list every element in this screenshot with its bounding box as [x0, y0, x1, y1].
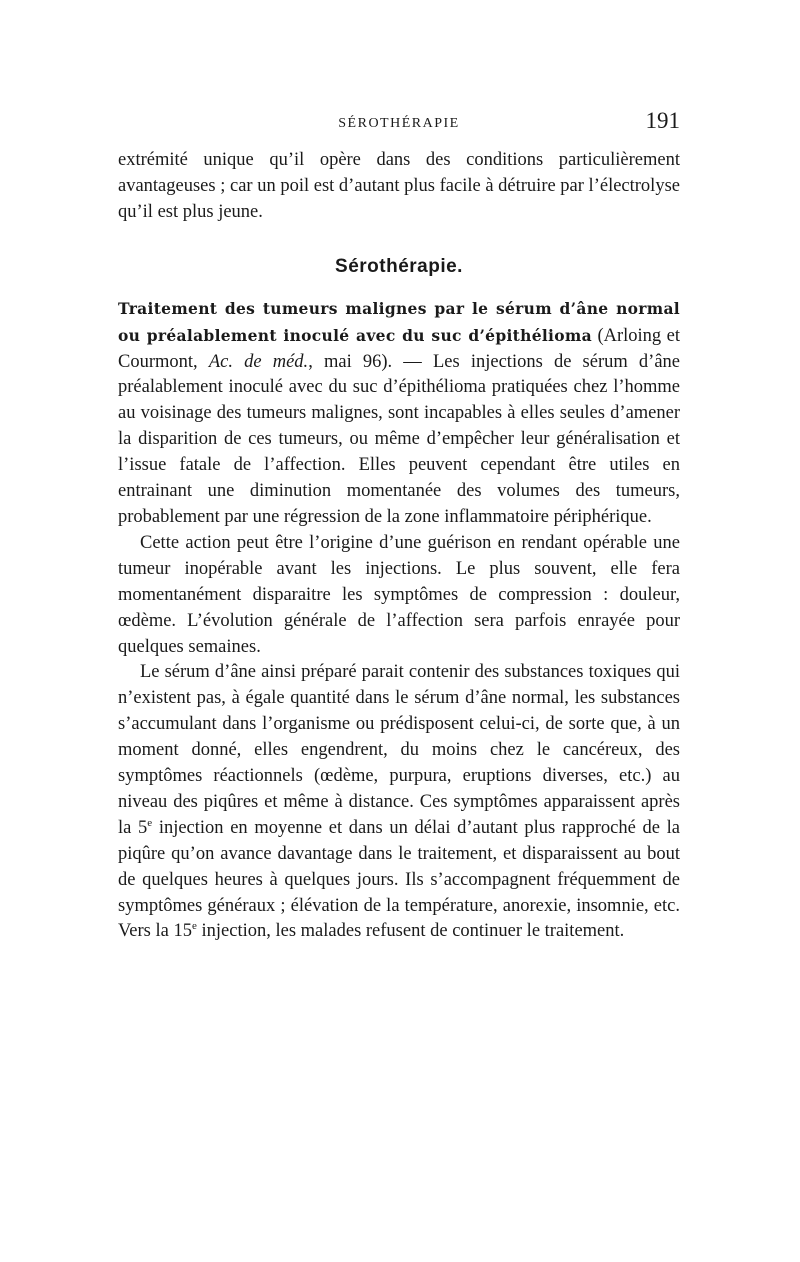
intro-paragraph: extrémité unique qu’il opère dans des conditions particulièrement avantageuses ; car un poil est d’autant plus facile à détruire par l’électrolyse qu’il est plus jeune.: [118, 150, 680, 222]
paragraph-3-part-a: Le sérum d’âne ainsi préparé parait contenir des substances toxiques qui n’existent pas, à égale quantité dans le sérum d’âne normal, les substances s’accumulant dans l’organisme ou prédisposent celui-ci, de sorte que, à un moment donné, elles engendrent, du moins chez le cancéreux, des symptômes réactionnels (œdème, purpura, eruptions diverses, etc.) au niveau des piqûres et même à distance. Ces symptômes apparaissent après la 5: [118, 662, 680, 838]
running-header: [118, 108, 680, 148]
ordinal-superscript-15: e: [191, 920, 197, 933]
article-title: Traitement des tumeurs malignes par le sérum d’âne normal ou préalablement inoculé avec du suc d’épithélioma: [118, 298, 680, 345]
ordinal-superscript-5: e: [147, 816, 153, 829]
section-title: Sérothérapie.: [335, 255, 463, 277]
paragraph-3-part-c: injection, les malades refusent de continuer le traitement.: [196, 921, 625, 942]
article-paragraph-3: [118, 660, 680, 945]
book-page: [118, 108, 680, 945]
citation-close: , mai 96). —: [308, 351, 433, 372]
article-paragraph-1: [118, 296, 680, 531]
running-title: SÉROTHÉRAPIE: [338, 116, 460, 131]
citation-open: (Arloing et Courmont,: [118, 325, 681, 372]
article-paragraph-2: Cette action peut être l’origine d’une guérison en rendant opérable une tumeur inopérable avant les injections. Le plus souvent, elle fera momentanément disparaitre les symptômes de compression : douleur, œdème. L’évolution générale de l’affection sera parfois enrayée pour quelques semaines.: [118, 532, 680, 657]
page-number: 191: [645, 108, 680, 133]
article-body-1: Les injections de sérum d’âne préalablement inoculé avec du suc d’épithélioma pratiquées chez l’homme au voisinage des tumeurs malignes, sont incapables à elles seules d’amener la disparition de ces tumeurs, ou même d’empêcher leur généralisation et l’issue fatale de l’affection. Elles peuvent cependant être utiles en entrainant une diminution momentanée des volumes des tumeurs, probablement par une régression de la zone inflammatoire périphérique.: [118, 351, 681, 527]
paragraph-3-part-b: injection en moyenne et dans un délai d’autant plus rapproché de la piqûre qu’on avance davantage dans le traitement, et disparaissent au bout de quelques heures à quelques jours. Ils s’accompagnent fréquemment de symptômes généraux ; élévation de la température, anorexie, insomnie, etc. Vers la 15: [118, 817, 680, 942]
citation-journal: Ac. de méd.: [208, 351, 309, 372]
